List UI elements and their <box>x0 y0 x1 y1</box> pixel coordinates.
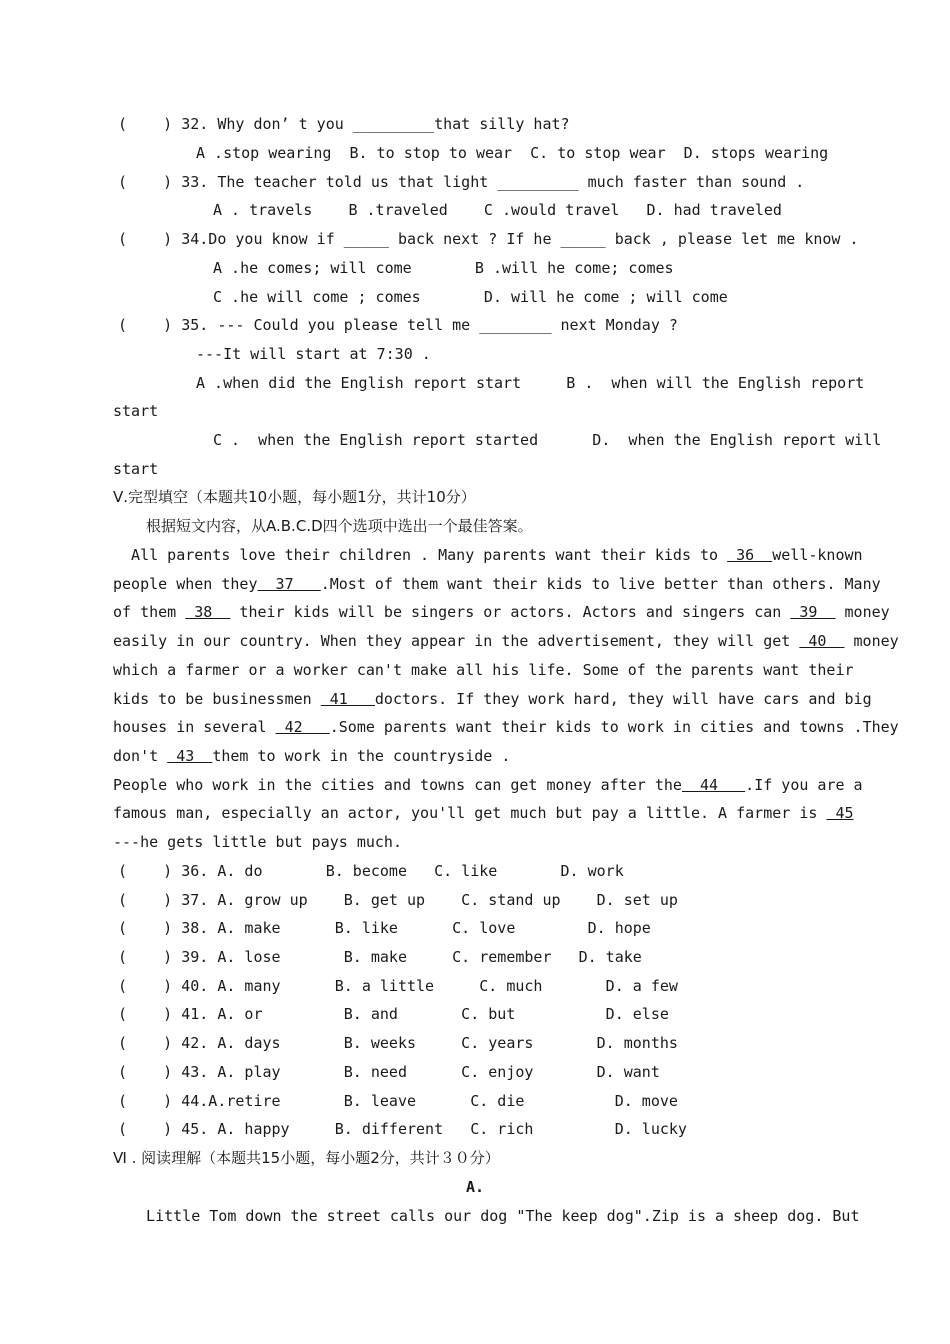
question-32-options: A .stop wearing B. to stop to wear C. to stop wear D. stops wearing <box>196 144 829 162</box>
choice-36: ( ) 36. A. do B. become C. like D. work <box>118 862 624 880</box>
passage-line-1: All parents love their children . Many parents want their kids to 36 well-known <box>113 546 863 564</box>
passage-line-8: don't 43 them to work in the countryside . <box>113 747 511 765</box>
blank-45: 45 <box>826 804 854 822</box>
passage-line-4: easily in our country. When they appear in the advertisement, they will get 40 money <box>113 632 899 650</box>
question-35-options-cd: C . when the English report started D. when the English report will <box>213 431 882 449</box>
question-35-options-cd-cont: start <box>113 460 159 478</box>
section-6-title: Ⅵ . 阅读理解（本题共15小题，每小题2分，共计３０分） <box>113 1149 500 1167</box>
section-5-title: Ⅴ.完型填空（本题共10小题，每小题1分，共计10分） <box>113 488 476 506</box>
blank-37: 37 <box>257 575 321 593</box>
choice-44: ( ) 44.A.retire B. leave C. die D. move <box>118 1092 678 1110</box>
question-34: ( ) 34.Do you know if _____ back next ? If he _____ back , please let me know . <box>118 230 859 248</box>
blank-42: 42 <box>275 718 330 736</box>
question-34-options-ab: A .he comes; will come B .will he come; comes <box>213 259 674 277</box>
question-35-answer-line: ---It will start at 7:30 . <box>196 345 431 363</box>
blank-39: 39 <box>790 603 836 621</box>
question-35-options-ab: A .when did the English report start B . when will the English report <box>196 374 865 392</box>
passage-line-11: ---he gets little but pays much. <box>113 833 402 851</box>
blank-36: 36 <box>727 546 773 564</box>
question-35-options-ab-cont: start <box>113 402 159 420</box>
passage-line-7: houses in several 42 .Some parents want their kids to work in cities and towns .They <box>113 718 899 736</box>
blank-38: 38 <box>185 603 231 621</box>
question-34-options-cd: C .he will come ; comes D. will he come ; will come <box>213 288 728 306</box>
question-33-options: A . travels B .traveled C .would travel D. had traveled <box>213 201 782 219</box>
passage-line-2: people when they 37 .Most of them want their kids to live better than others. Many <box>113 575 881 593</box>
passage-line-9: People who work in the cities and towns can get money after the 44 .If you are a <box>113 776 863 794</box>
blank-44: 44 <box>681 776 746 794</box>
choice-38: ( ) 38. A. make B. like C. love D. hope <box>118 919 651 937</box>
passage-line-3: of them 38 their kids will be singers or actors. Actors and singers can 39 money <box>113 603 890 621</box>
question-35: ( ) 35. --- Could you please tell me ________ next Monday ? <box>118 316 678 334</box>
question-32: ( ) 32. Why don’ t you _________that silly hat? <box>118 115 570 133</box>
choice-43: ( ) 43. A. play B. need C. enjoy D. want <box>118 1063 660 1081</box>
blank-40: 40 <box>799 632 845 650</box>
choice-41: ( ) 41. A. or B. and C. but D. else <box>118 1005 669 1023</box>
blank-43: 43 <box>167 747 213 765</box>
section-5-instruction: 根据短文内容，从A.B.C.D四个选项中选出一个最佳答案。 <box>146 517 533 535</box>
choice-45: ( ) 45. A. happy B. different C. rich D. lucky <box>118 1120 687 1138</box>
reading-first-line: Little Tom down the street calls our dog "The keep dog".Zip is a sheep dog. But <box>128 1207 860 1225</box>
passage-line-5: which a farmer or a worker can't make all his life. Some of the parents want their <box>113 661 854 679</box>
passage-line-6: kids to be businessmen 41 doctors. If they work hard, they will have cars and big <box>113 690 872 708</box>
passage-line-10: famous man, especially an actor, you'll get much but pay a little. A farmer is 45 <box>113 804 854 822</box>
choice-40: ( ) 40. A. many B. a little C. much D. a few <box>118 977 678 995</box>
choice-42: ( ) 42. A. days B. weeks C. years D. months <box>118 1034 678 1052</box>
reading-part-label: A. <box>465 1178 485 1196</box>
question-33: ( ) 33. The teacher told us that light _________ much faster than sound . <box>118 173 805 191</box>
choice-37: ( ) 37. A. grow up B. get up C. stand up D. set up <box>118 891 678 909</box>
blank-41: 41 <box>320 690 375 708</box>
choice-39: ( ) 39. A. lose B. make C. remember D. take <box>118 948 642 966</box>
